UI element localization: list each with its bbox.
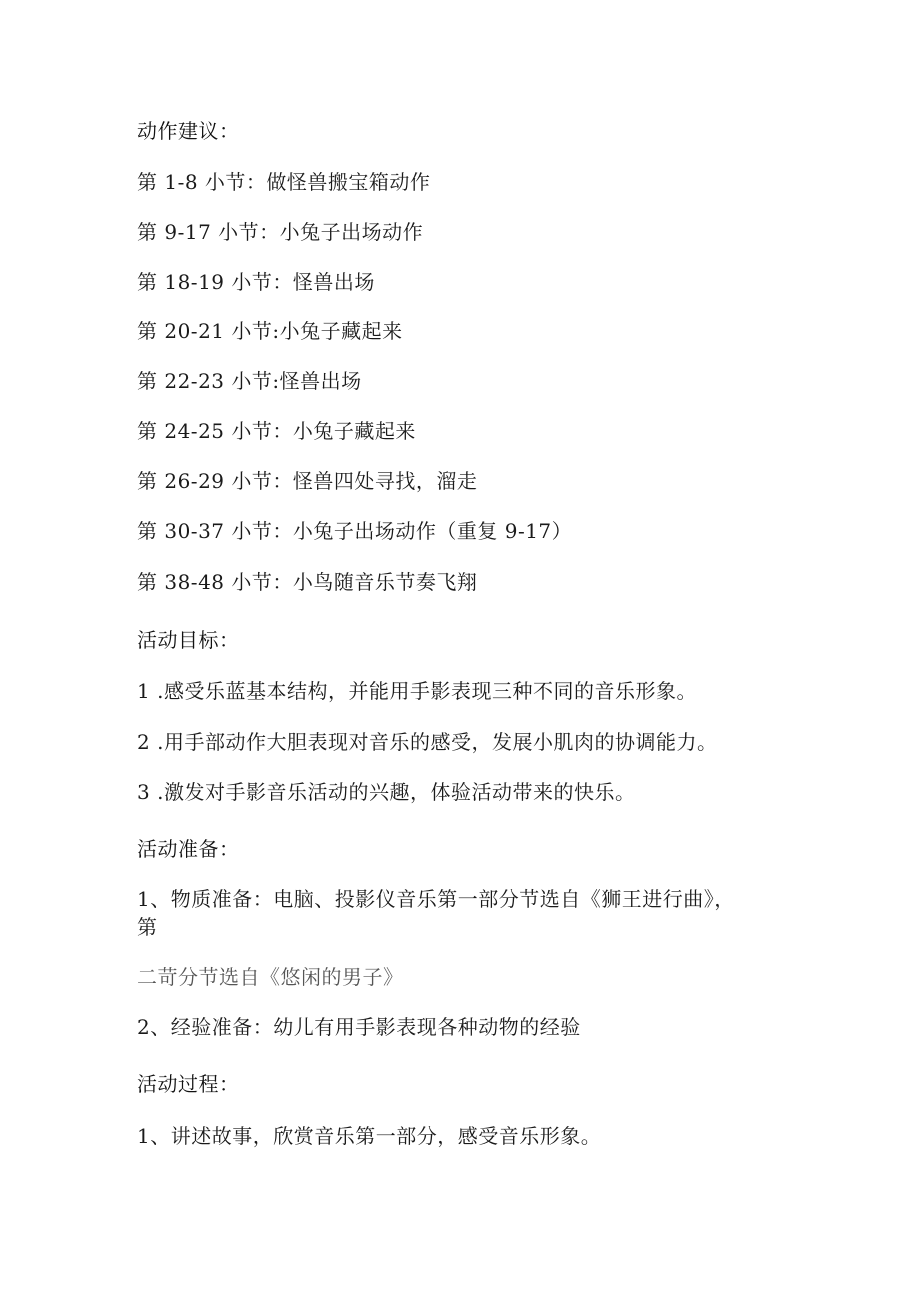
action-item: 第 30-37 小节：小兔子出场动作（重复 9-17）: [137, 519, 573, 543]
action-item: 第 38-48 小节：小鸟随音乐节奏飞翔: [137, 570, 478, 594]
preparation-item: 1、物质准备：电脑、投影仪音乐第一部分节选自《狮王进行曲》，: [137, 887, 735, 911]
goal-item: 2 .用手部动作大胆表现对音乐的感受，发展小肌肉的协调能力。: [137, 730, 718, 754]
section-heading-actions: 动作建议：: [137, 119, 240, 143]
action-item: 第 9-17 小节：小兔子出场动作: [137, 220, 424, 244]
action-item: 第 1-8 小节：做怪兽搬宝箱动作: [137, 170, 431, 194]
section-heading-goals: 活动目标：: [137, 628, 240, 652]
process-item: 1、讲述故事，欣赏音乐第一部分，感受音乐形象。: [137, 1124, 602, 1148]
goal-item: 1 .感受乐蓝基本结构，并能用手影表现三种不同的音乐形象。: [137, 679, 697, 703]
preparation-item: 2、经验准备：幼儿有用手影表现各种动物的经验: [137, 1015, 581, 1039]
preparation-item: 二苛分节选自《悠闲的男子》: [137, 965, 404, 989]
action-item: 第 24-25 小节：小兔子藏起来: [137, 419, 416, 443]
goal-item: 3 .激发对手影音乐活动的兴趣，体验活动带来的快乐。: [137, 780, 636, 804]
action-item: 第 26-29 小节：怪兽四处寻找，溜走: [137, 469, 478, 493]
section-heading-preparation: 活动准备：: [137, 837, 240, 861]
action-item: 第 18-19 小节：怪兽出场: [137, 270, 375, 294]
action-item: 第 22-23 小节:怪兽出场: [137, 369, 362, 393]
action-item: 第 20-21 小节:小兔子藏起来: [137, 319, 403, 343]
preparation-item: 第: [137, 915, 158, 939]
section-heading-process: 活动过程：: [137, 1072, 240, 1096]
